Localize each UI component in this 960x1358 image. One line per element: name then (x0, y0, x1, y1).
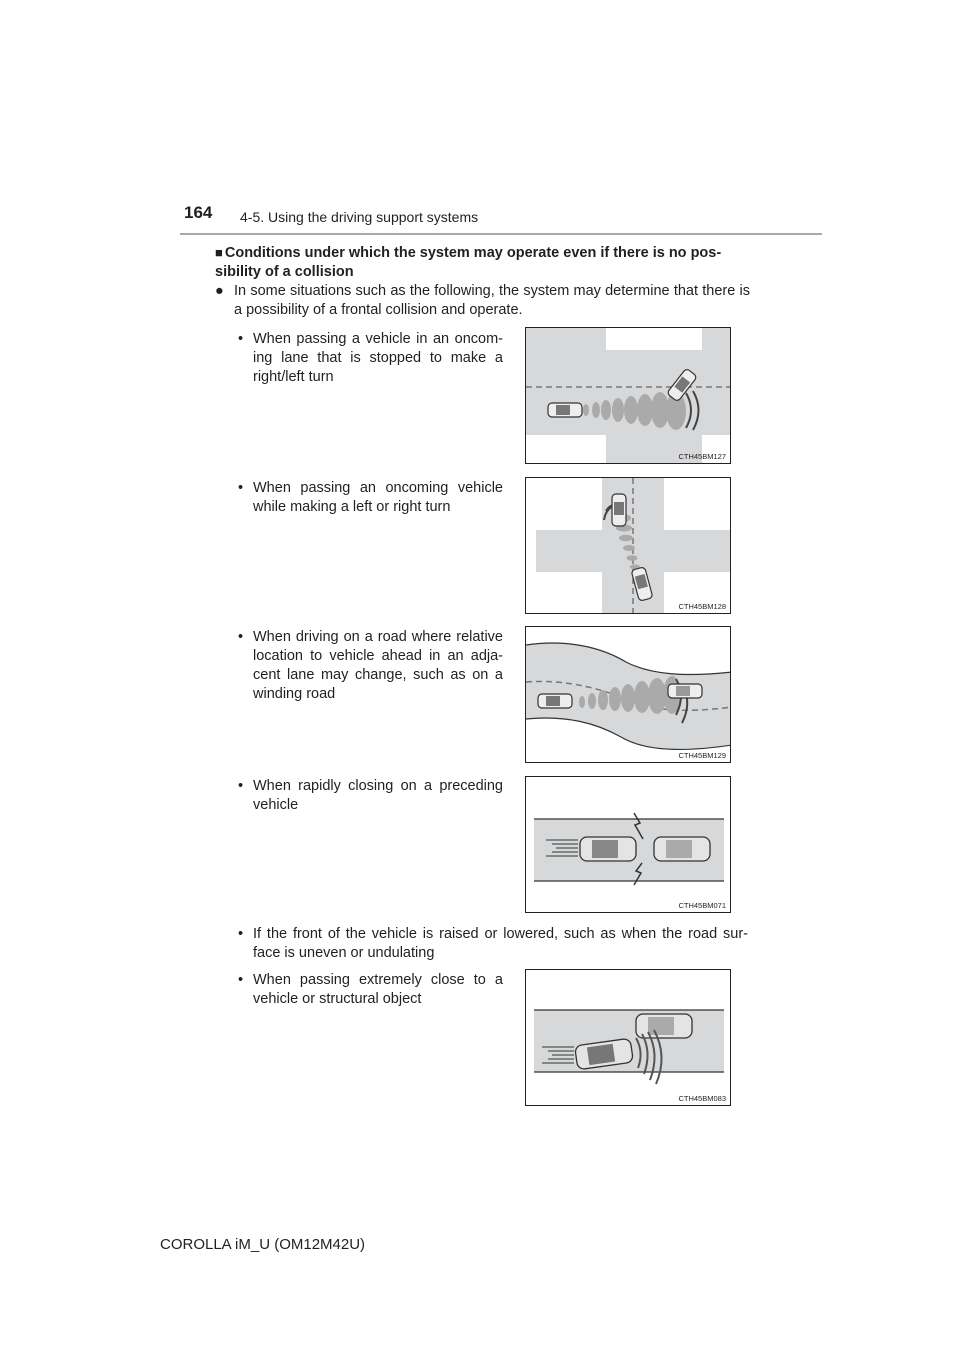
list-item-text: When rapidly closing on a preceding vehicle (253, 778, 503, 813)
section-header: 4-5. Using the driving support systems (240, 209, 479, 225)
figure-code: CTH45BM083 (678, 1094, 726, 1103)
heading-square-marker: ■ (215, 245, 223, 260)
list-item (238, 777, 503, 815)
list-item-text: If the front of the vehicle is raised or lowered, such as when the road sur- face is uneven or undulating (253, 926, 748, 961)
list-item-text: When driving on a road where relative location to vehicle ahead in an adja- cent lane may change, such as on a winding road (253, 629, 503, 702)
heading-line-1: Conditions under which the system may operate even if there is no pos- (224, 245, 722, 261)
list-item-text: When passing an oncoming vehicle while making a left or right turn (253, 480, 503, 515)
bullet-icon: • (238, 778, 244, 794)
page-number: 164 (184, 203, 213, 222)
intro-bullet-icon: ● (215, 283, 224, 299)
list-item (238, 479, 503, 517)
list-item (238, 330, 503, 387)
footer-model-code: COROLLA iM_U (OM12M42U) (160, 1236, 366, 1253)
section-heading (215, 243, 745, 282)
bullet-icon: • (238, 926, 244, 942)
figure-passing-close (525, 969, 731, 1106)
figure-oncoming-vehicle-turn (525, 477, 731, 614)
list-item (238, 971, 503, 1009)
figure-code: CTH45BM127 (678, 452, 726, 461)
figure-code: CTH45BM071 (678, 901, 726, 910)
heading-line-2: sibility of a collision (215, 264, 354, 280)
bullet-icon: • (238, 331, 244, 347)
figure-code: CTH45BM129 (678, 751, 726, 760)
intro-text: In some situations such as the following, the system may determine that there is a possibility of a frontal collision and operate. (234, 283, 750, 318)
list-item (238, 628, 503, 704)
bullet-icon: • (238, 480, 244, 496)
list-item-text: When passing a vehicle in an oncom- ing lane that is stopped to make a right/left turn (253, 331, 503, 385)
intro-paragraph (215, 282, 750, 320)
list-item (238, 925, 748, 963)
header-rule (180, 233, 822, 235)
bullet-icon: • (238, 972, 244, 988)
figure-winding-road (525, 626, 731, 763)
figure-oncoming-lane-turn (525, 327, 731, 464)
list-item-text: When passing extremely close to a vehicle or structural object (253, 972, 503, 1007)
figure-closing-on-vehicle (525, 776, 731, 913)
bullet-icon: • (238, 629, 244, 645)
figure-code: CTH45BM128 (678, 602, 726, 611)
